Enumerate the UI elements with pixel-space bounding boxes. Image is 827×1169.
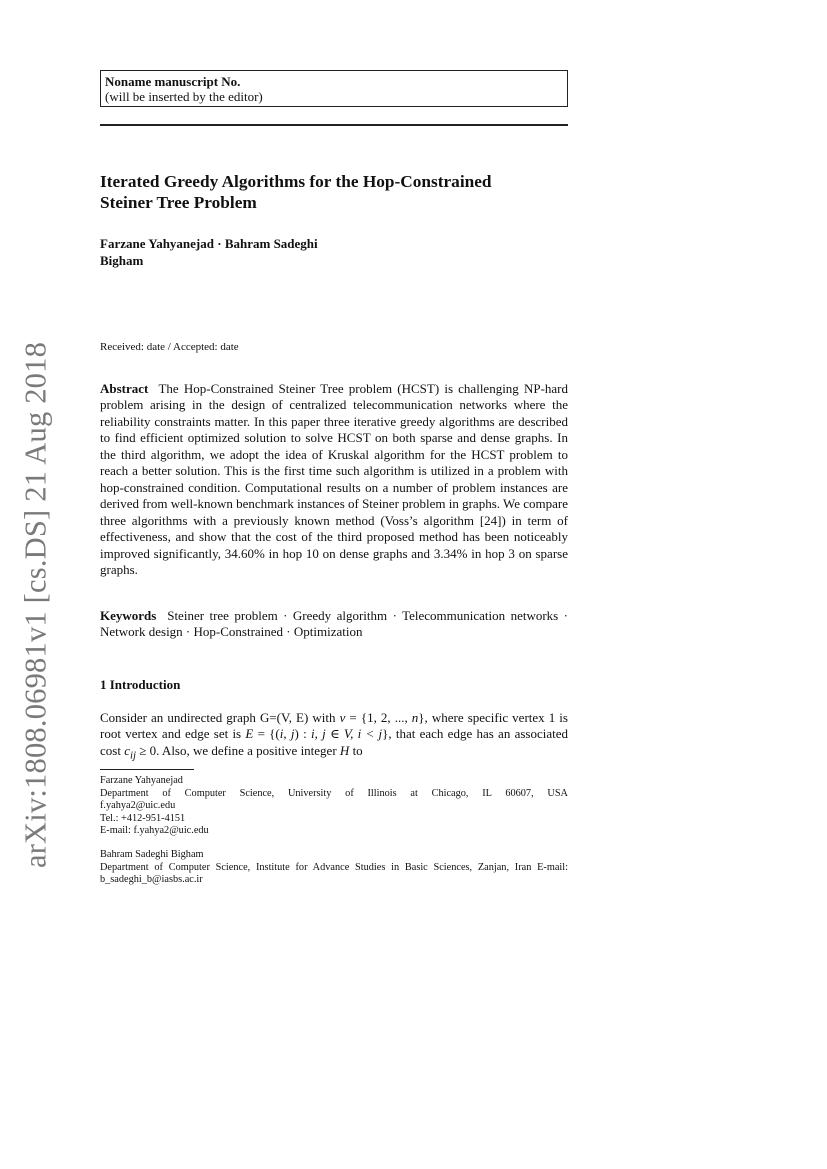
arxiv-identifier[interactable]: arXiv:1808.06981v1 [cs.DS] 21 Aug 2018: [18, 341, 53, 869]
intro-math-4: i, j: [279, 726, 295, 742]
authors-line-1: Farzane Yahyanejad · Bahram Sadeghi: [100, 236, 318, 251]
received-date: Received: date / Accepted: date: [100, 341, 239, 353]
intro-text-1: Consider an undirected graph G=(V, E) with: [100, 710, 340, 725]
title-line-1: Iterated Greedy Algorithms for the Hop-Constrained: [100, 172, 492, 191]
affiliation-1-department: Department of Computer Science, University of Illinois at Chicago, IL 60607, USA: [100, 787, 568, 799]
intro-math-7: c: [124, 742, 130, 758]
introduction-paragraph: [100, 710, 568, 764]
arxiv-watermark: [6, 341, 66, 869]
paper-title: [100, 171, 580, 213]
author-list: [100, 235, 400, 269]
keywords-label: Keywords: [100, 608, 157, 623]
manuscript-header-box: [100, 70, 568, 107]
intro-math-8: H: [339, 742, 350, 758]
intro-text-2: = {1, 2, ...,: [345, 710, 412, 725]
intro-text-3: }, where specific vertex 1 is root vertex and edge set is: [100, 710, 568, 742]
intro-math-1: v: [339, 710, 346, 725]
affiliation-author-1: [100, 775, 568, 838]
keywords: [100, 608, 568, 641]
abstract-label: Abstract: [100, 381, 149, 396]
footnote-rule: [100, 769, 194, 770]
title-line-2: Steiner Tree Problem: [100, 193, 257, 212]
intro-text-4: = {(: [253, 726, 280, 742]
intro-text-6: ∈: [325, 726, 344, 742]
affiliation-2-department: Department of Computer Science, Institute for Advance Studies in Basic Sciences, Zanjan, Iran E-mail: b_sadeghi_b@iasbs.ac.ir: [100, 861, 568, 886]
affiliation-1-email-short[interactable]: f.yahya2@uic.edu: [100, 800, 176, 812]
affiliation-author-2: [100, 849, 568, 887]
section-heading-introduction: 1 Introduction: [100, 677, 181, 692]
intro-text-9: to: [349, 742, 363, 758]
intro-math-3: E: [245, 726, 254, 742]
manuscript-number: Noname manuscript No.: [105, 74, 241, 89]
abstract: [100, 381, 568, 578]
header-rule: [100, 124, 568, 126]
intro-text-7: }, that each edge has an associated cost: [100, 726, 568, 758]
affiliation-1-email[interactable]: E-mail: f.yahya2@uic.edu: [100, 825, 209, 837]
intro-text-5: ) :: [294, 726, 311, 742]
keywords-text: Steiner tree problem · Greedy algorithm · Telecommunication networks · Network design · Hop-Constrained · Optimization: [100, 608, 569, 640]
editor-note: (will be inserted by the editor): [105, 89, 263, 104]
abstract-text: The Hop-Constrained Steiner Tree problem (HCST) is challenging NP-hard problem arising in the design of centralized telecommunication networks where the reliability constraints matter. In this paper three iterative greedy algorithms are described to find efficient optimized solution to solve HCST on both sparse and dense graphs. In the third algorithm, we adopt the idea of Kruskal algorithm for the HCST problem to reach a better solution. This is the first time such algorithm is utilized in a problem with hop-constrained condition. Computational results on a number of problem instances are derived from well-known benchmark instances of Steiner problem in graphs. We compare three algorithms with a previously known method (Voss’s algorithm [24]) in term of effectiveness, and show that the cost of the third proposed method has been noticeably improved significantly, 34.60% in hop 10 on dense graphs and 3.34% in hop 3 on sparse graphs.: [100, 381, 569, 577]
affiliation-1-telephone: Tel.: +412-951-4151: [100, 812, 186, 824]
intro-text-8: ≥ 0. Also, we define a positive integer: [136, 742, 340, 758]
intro-math-subscript: ij: [129, 749, 137, 762]
intro-math-5: i, j: [310, 726, 326, 742]
intro-math-6: V, i < j: [343, 726, 383, 742]
authors-line-2: Bigham: [100, 253, 144, 268]
affiliation-1-name: Farzane Yahyanejad: [100, 775, 183, 786]
intro-math-2: n: [411, 710, 419, 725]
affiliation-2-name: Bahram Sadeghi Bigham: [100, 849, 204, 860]
